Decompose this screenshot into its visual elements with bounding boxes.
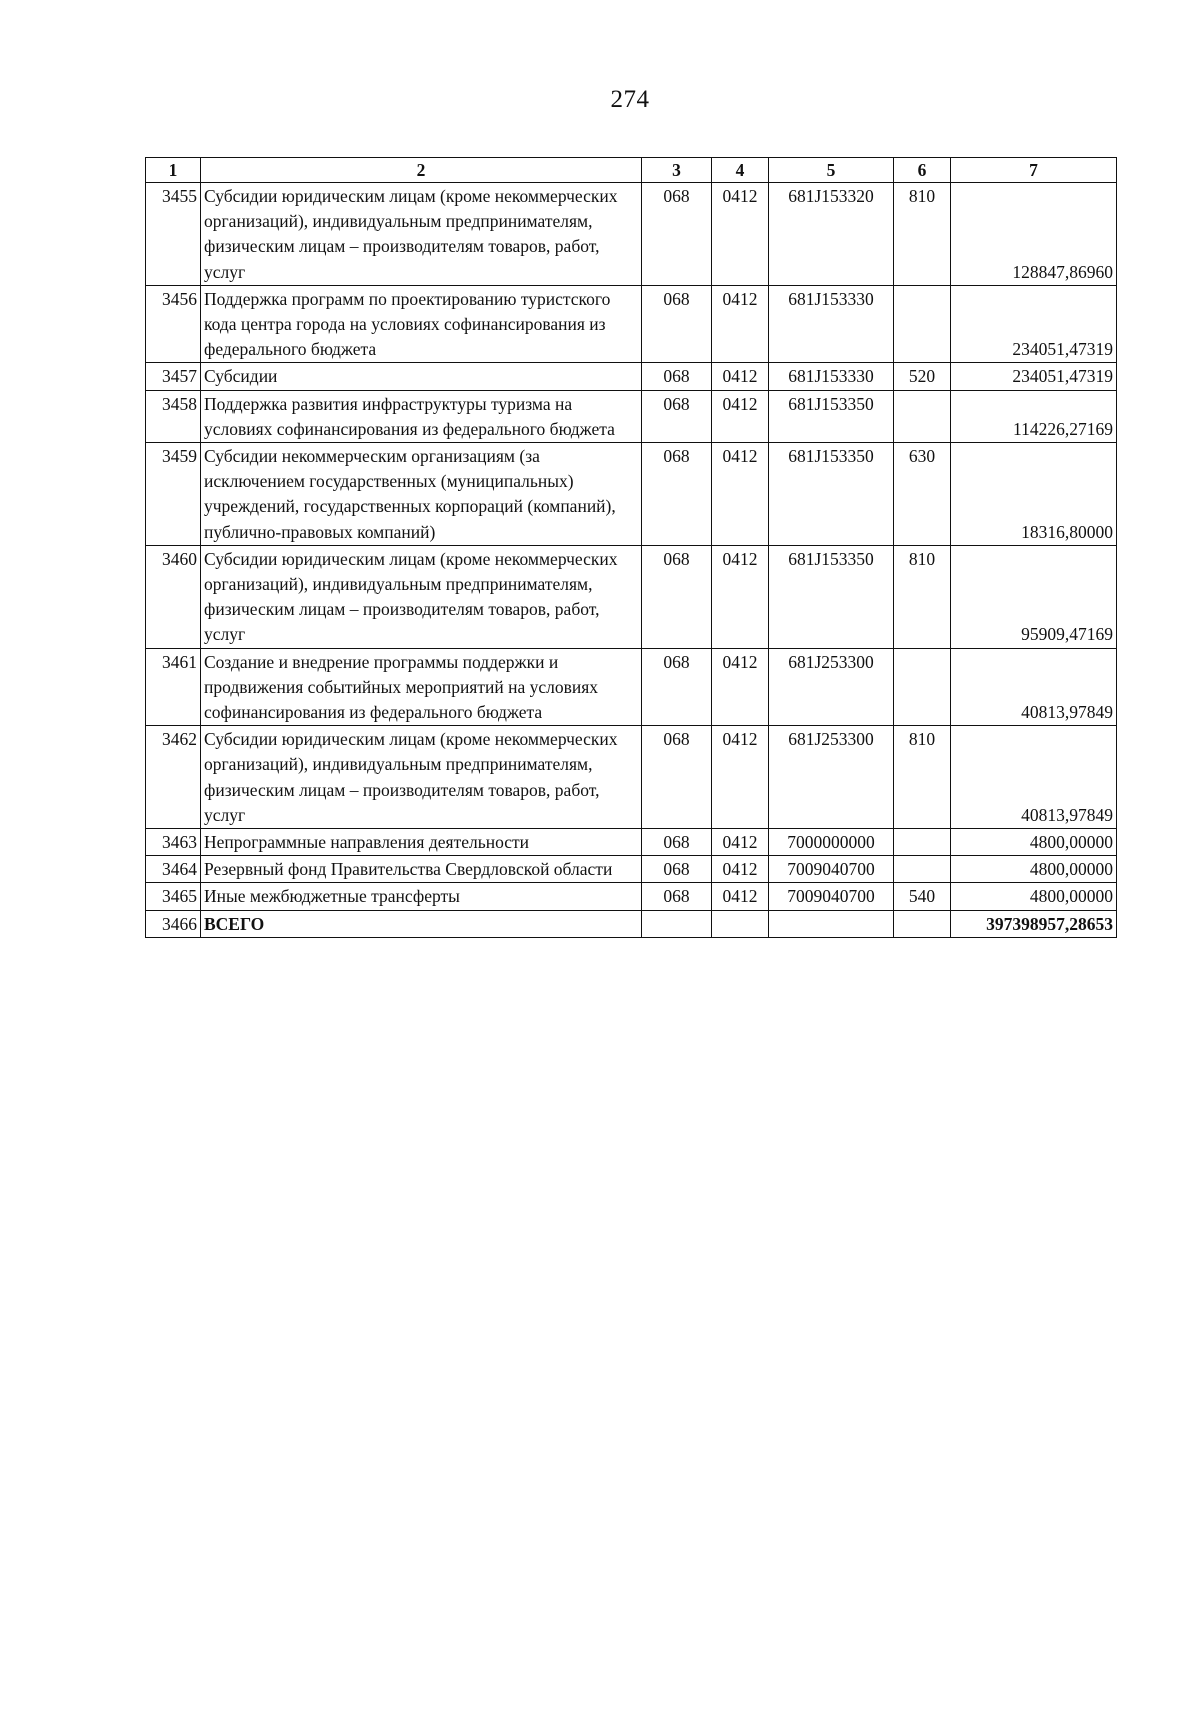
row-amount: 40813,97849 xyxy=(951,726,1117,829)
row-code-6: 810 xyxy=(894,726,951,829)
total-number: 3466 xyxy=(146,910,201,937)
row-code-3: 068 xyxy=(642,726,712,829)
row-amount: 95909,47169 xyxy=(951,545,1117,648)
row-name: Непрограммные направления деятельности xyxy=(201,829,642,856)
row-amount: 4800,00000 xyxy=(951,829,1117,856)
row-code-6: 630 xyxy=(894,443,951,546)
row-code-4: 0412 xyxy=(712,726,769,829)
row-code-6: 520 xyxy=(894,363,951,390)
row-code-6 xyxy=(894,856,951,883)
total-empty-4 xyxy=(712,910,769,937)
row-amount: 234051,47319 xyxy=(951,285,1117,363)
row-amount: 4800,00000 xyxy=(951,856,1117,883)
row-code-4: 0412 xyxy=(712,545,769,648)
col-header-2: 2 xyxy=(201,158,642,183)
row-code-4: 0412 xyxy=(712,856,769,883)
col-header-7: 7 xyxy=(951,158,1117,183)
row-code-4: 0412 xyxy=(712,829,769,856)
row-code-5: 7000000000 xyxy=(769,829,894,856)
row-code-4: 0412 xyxy=(712,363,769,390)
row-code-5: 681J153350 xyxy=(769,545,894,648)
row-code-4: 0412 xyxy=(712,285,769,363)
table-row xyxy=(146,648,1117,726)
row-code-3: 068 xyxy=(642,648,712,726)
row-number: 3459 xyxy=(146,443,201,546)
row-number: 3464 xyxy=(146,856,201,883)
row-code-6 xyxy=(894,829,951,856)
page-number: 274 xyxy=(610,86,650,113)
col-header-3: 3 xyxy=(642,158,712,183)
col-header-5: 5 xyxy=(769,158,894,183)
table-header-row xyxy=(146,158,1117,183)
row-name: Поддержка программ по проектированию туристского кода центра города на условиях софинансирования из федерального бюджета xyxy=(201,285,642,363)
row-code-4: 0412 xyxy=(712,183,769,286)
row-number: 3465 xyxy=(146,883,201,910)
row-name: Субсидии некоммерческим организациям (за исключением государственных (муниципальных) учреждений, государственных корпораций (компаний), публично-правовых компаний) xyxy=(201,443,642,546)
table-row xyxy=(146,443,1117,546)
row-amount: 4800,00000 xyxy=(951,883,1117,910)
col-header-1: 1 xyxy=(146,158,201,183)
row-name: Создание и внедрение программы поддержки и продвижения событийных мероприятий на условиях софинансирования из федерального бюджета xyxy=(201,648,642,726)
row-code-5: 681J153320 xyxy=(769,183,894,286)
row-code-3: 068 xyxy=(642,390,712,442)
row-code-6: 540 xyxy=(894,883,951,910)
row-code-6 xyxy=(894,390,951,442)
row-code-4: 0412 xyxy=(712,390,769,442)
total-row xyxy=(146,910,1117,937)
row-code-3: 068 xyxy=(642,545,712,648)
table-row xyxy=(146,829,1117,856)
row-number: 3458 xyxy=(146,390,201,442)
row-number: 3455 xyxy=(146,183,201,286)
row-code-5: 7009040700 xyxy=(769,883,894,910)
row-code-6: 810 xyxy=(894,183,951,286)
row-amount: 40813,97849 xyxy=(951,648,1117,726)
row-code-3: 068 xyxy=(642,829,712,856)
row-name: Резервный фонд Правительства Свердловской области xyxy=(201,856,642,883)
row-name: Поддержка развития инфраструктуры туризма на условиях софинансирования из федерального бюджета xyxy=(201,390,642,442)
total-amount: 397398957,28653 xyxy=(951,910,1117,937)
total-empty-5 xyxy=(769,910,894,937)
row-name: Субсидии юридическим лицам (кроме некоммерческих организаций), индивидуальным предпринимателям, физическим лицам – производителям товаров, работ, услуг xyxy=(201,183,642,286)
col-header-6: 6 xyxy=(894,158,951,183)
table-row xyxy=(146,183,1117,286)
row-number: 3456 xyxy=(146,285,201,363)
total-empty-3 xyxy=(642,910,712,937)
row-code-5: 681J153350 xyxy=(769,443,894,546)
row-name: Иные межбюджетные трансферты xyxy=(201,883,642,910)
row-code-4: 0412 xyxy=(712,443,769,546)
col-header-4: 4 xyxy=(712,158,769,183)
row-code-6 xyxy=(894,648,951,726)
total-label: ВСЕГО xyxy=(201,910,642,937)
row-number: 3460 xyxy=(146,545,201,648)
table-row xyxy=(146,856,1117,883)
row-code-6 xyxy=(894,285,951,363)
row-code-4: 0412 xyxy=(712,883,769,910)
total-empty-6 xyxy=(894,910,951,937)
row-code-3: 068 xyxy=(642,183,712,286)
row-code-3: 068 xyxy=(642,856,712,883)
row-code-3: 068 xyxy=(642,883,712,910)
row-amount: 18316,80000 xyxy=(951,443,1117,546)
row-code-3: 068 xyxy=(642,443,712,546)
row-code-3: 068 xyxy=(642,285,712,363)
row-number: 3462 xyxy=(146,726,201,829)
table-row xyxy=(146,363,1117,390)
table-row xyxy=(146,883,1117,910)
row-amount: 128847,86960 xyxy=(951,183,1117,286)
row-number: 3463 xyxy=(146,829,201,856)
row-name: Субсидии юридическим лицам (кроме некоммерческих организаций), индивидуальным предпринимателям, физическим лицам – производителям товаров, работ, услуг xyxy=(201,726,642,829)
row-code-6: 810 xyxy=(894,545,951,648)
row-code-5: 7009040700 xyxy=(769,856,894,883)
row-code-3: 068 xyxy=(642,363,712,390)
row-code-5: 681J153350 xyxy=(769,390,894,442)
table-row xyxy=(146,285,1117,363)
row-number: 3457 xyxy=(146,363,201,390)
row-code-5: 681J153330 xyxy=(769,363,894,390)
budget-table xyxy=(145,157,1117,938)
row-code-5: 681J153330 xyxy=(769,285,894,363)
row-code-4: 0412 xyxy=(712,648,769,726)
row-number: 3461 xyxy=(146,648,201,726)
row-amount: 234051,47319 xyxy=(951,363,1117,390)
row-amount: 114226,27169 xyxy=(951,390,1117,442)
row-code-5: 681J253300 xyxy=(769,648,894,726)
table-row xyxy=(146,726,1117,829)
table-row xyxy=(146,545,1117,648)
row-code-5: 681J253300 xyxy=(769,726,894,829)
row-name: Субсидии юридическим лицам (кроме некоммерческих организаций), индивидуальным предпринимателям, физическим лицам – производителям товаров, работ, услуг xyxy=(201,545,642,648)
table-row xyxy=(146,390,1117,442)
row-name: Субсидии xyxy=(201,363,642,390)
